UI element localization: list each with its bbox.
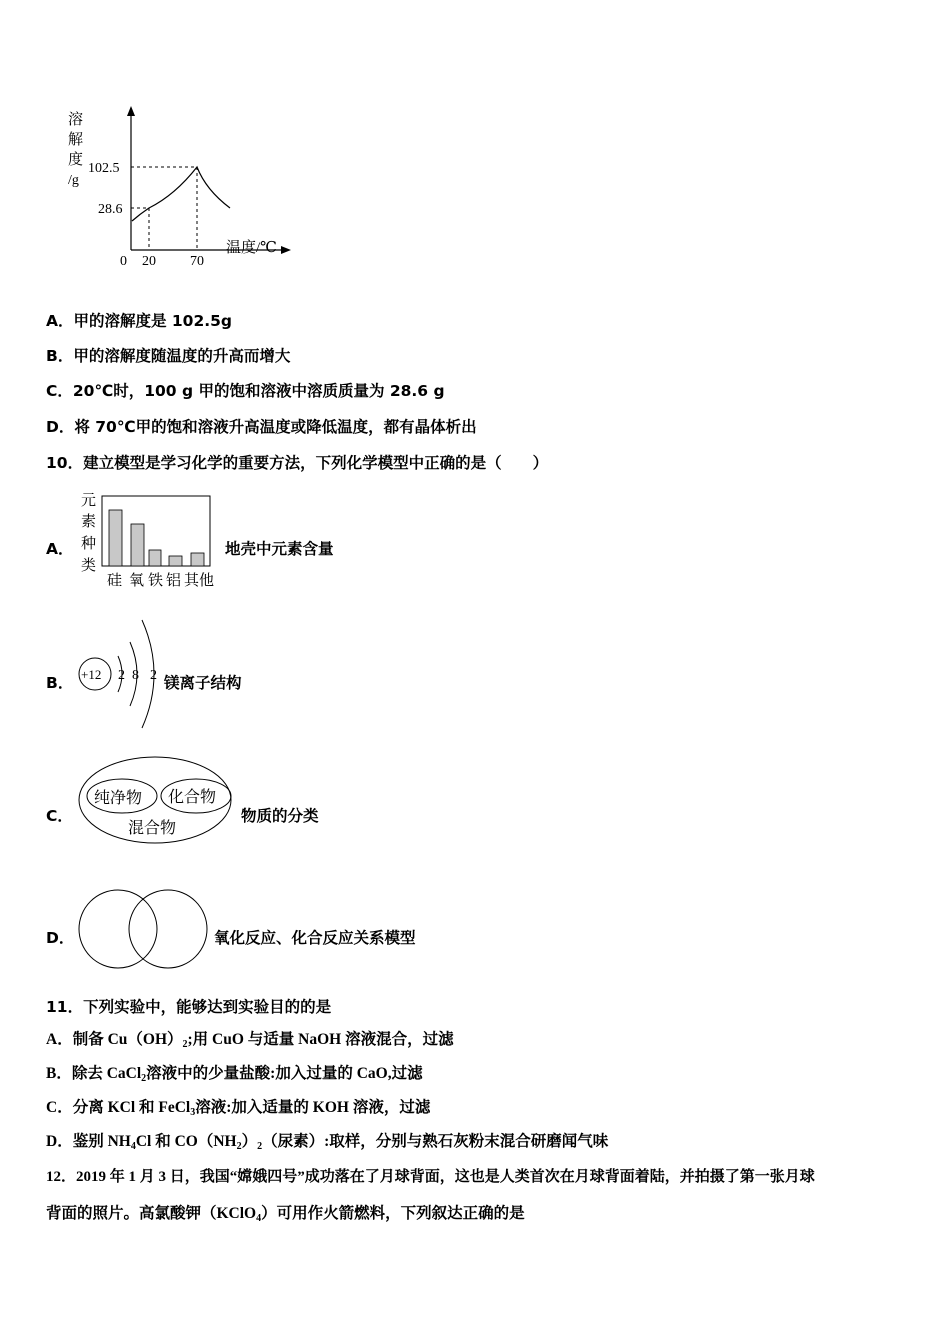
bar-aluminum: [169, 556, 182, 566]
q11-option-a: A．制备 $Cu(OH)_2$;用 CuO 与适量 NaOH 溶液混合，过滤: [46, 1031, 454, 1050]
venn-circle-left: [79, 890, 157, 968]
y-label-3: 度: [68, 152, 84, 168]
outer-text: 混合物: [128, 820, 177, 837]
q11-option-c: C．分离 KCl 和 FeCl$_3$溶液:加入适量的 KOH 溶液，过滤: [46, 1099, 431, 1118]
bar-ylabel-1: 元: [81, 493, 97, 509]
bar-cat-other: 其他: [184, 573, 215, 589]
q10-c-classification-diagram: [76, 754, 236, 849]
x-tick-20: 20: [142, 254, 156, 269]
q9-option-a: A．甲的溶解度是 102.5g: [46, 312, 233, 330]
x-label: 温度/℃: [226, 240, 277, 256]
bar-iron: [149, 550, 161, 566]
q10-b-label: B．: [46, 674, 74, 692]
q10-d-label: D．: [46, 929, 75, 947]
bar-cat-al: 铝: [166, 573, 182, 589]
nucleus-charge: +12: [81, 667, 102, 682]
bar-cat-fe: 铁: [148, 573, 164, 589]
q11-stem: 11．下列实验中，能够达到实验目的的是: [46, 998, 332, 1016]
q10-a-caption: 地壳中元素含量: [225, 540, 334, 558]
bar-ylabel-4: 类: [81, 558, 97, 574]
y-tick-28-6: 28.6: [98, 202, 123, 217]
x-tick-70: 70: [190, 254, 204, 269]
venn-circle-right: [129, 890, 207, 968]
solubility-graph: [60, 100, 300, 270]
q9-option-b: B．甲的溶解度随温度的升高而增大: [46, 347, 291, 365]
q11-option-b: B．除去 CaCl$_2$溶液中的少量盐酸:加入过量的 CaO,过滤: [46, 1065, 423, 1084]
inner-left-text: 纯净物: [94, 790, 143, 807]
bar-oxygen: [131, 524, 144, 566]
bar-ylabel-2: 素: [81, 514, 97, 530]
q10-a-label: A．: [46, 540, 74, 558]
q10-b-atom-diagram: [74, 612, 166, 732]
q10-d-venn-diagram: [76, 888, 212, 972]
bar-cat-si: 硅: [107, 573, 123, 589]
y-label-2: 解: [68, 132, 84, 148]
q10-c-caption: 物质的分类: [241, 807, 319, 825]
bar-other: [191, 553, 204, 566]
bar-silicon: [109, 510, 122, 566]
q9-option-d: D．将 70℃甲的饱和溶液升高温度或降低温度，都有晶体析出: [46, 418, 477, 436]
bar-ylabel-3: 种: [81, 536, 97, 552]
inner-right-text: 化合物: [168, 789, 217, 806]
q12-stem-line-2: 背面的照片。高氯酸钾（KClO$_4$）可用作火箭燃料，下列叙达正确的是: [46, 1205, 525, 1224]
electrons-shell-2: 8: [132, 668, 139, 683]
q10-stem: 10．建立模型是学习化学的重要方法，下列化学模型中正确的是（ ）: [46, 454, 549, 472]
electrons-shell-1: 2: [118, 668, 125, 683]
q9-option-c: C．20℃时，100 g 甲的饱和溶液中溶质质量为 28.6 g: [46, 382, 445, 400]
q12-stem-line-1: 12．2019 年 1 月 3 日，我国“嫦娥四号”成功落在了月球背面，这也是人类首次在月球背面着陆，并拍摄了第一张月球: [46, 1169, 815, 1185]
x-tick-0: 0: [120, 254, 127, 269]
bar-cat-o: 氧: [129, 573, 145, 589]
q11-option-d: D．鉴别 $NH_4Cl$ 和 $CO(NH_2)_2$（尿素）:取样，分别与熟石灰粉末混合研磨闻气味: [46, 1133, 609, 1152]
q10-d-caption: 氧化反应、化合反应关系模型: [214, 929, 416, 947]
q10-c-label: C．: [46, 807, 73, 825]
solubility-curve: [132, 167, 230, 221]
y-label-1: 溶: [68, 112, 84, 128]
y-axis-arrow: [127, 106, 135, 116]
y-label-4: /g: [68, 173, 79, 188]
y-tick-102-5: 102.5: [88, 161, 120, 176]
q10-a-bar-chart: [76, 488, 226, 592]
x-axis-arrow: [281, 246, 291, 254]
electrons-shell-3: 2: [150, 668, 157, 683]
q10-b-caption: 镁离子结构: [164, 674, 242, 692]
